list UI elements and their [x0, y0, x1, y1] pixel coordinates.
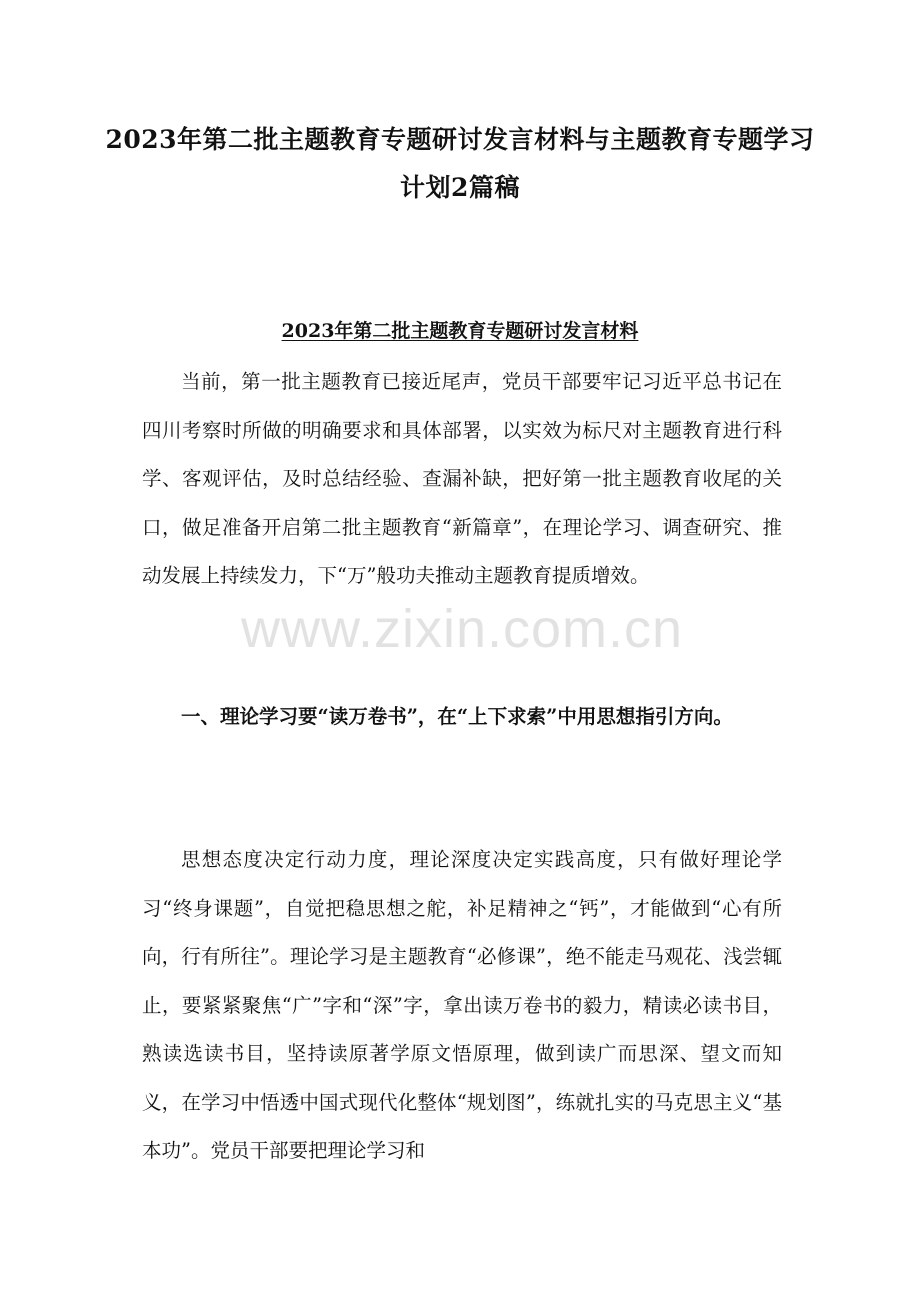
- document-title: 2023年第二批主题教育专题研讨发言材料与主题教育专题学习计划2篇稿: [105, 125, 815, 202]
- body-paragraph: 当前，第一批主题教育已接近尾声，党员干部要牢记习近平总书记在四川考察时所做的明确要求和具体部署，以实效为标尺对主题教育进行科学、客观评估，及时总结经验、查漏补缺，把好第一批主题教育收尾的关口，做足准备开启第二批主题教育“新篇章”，在理论学习、调查研究、推动发展上持续发力，下“万”般功夫推动主题教育提质增效。: [142, 370, 782, 587]
- body-paragraph: 思想态度决定行动力度，理论深度决定实践高度，只有做好理论学习“终身课题”，自觉把稳思想之舵，补足精神之“钙”，才能做到“心有所向，行有所往”。理论学习是主题教育“必修课”，绝不能走马观花、浅尝辄止，要紧紧聚焦“广”字和“深”字，拿出读万卷书的毅力，精读必读书目，熟读选读书目，坚持读原著学原文悟原理，做到读广而思深、望文而知义，在学习中悟透中国式现代化整体“规划图”，练就扎实的马克思主义“基本功”。党员干部要把理论学习和: [142, 848, 782, 1162]
- section-heading: 一、理论学习要“读万卷书”，在“上下求索”中用思想指引方向。: [181, 705, 733, 728]
- section-title: 2023年第二批主题教育专题研讨发言材料: [281, 320, 639, 342]
- watermark: www.zixin.com.cn: [240, 599, 684, 659]
